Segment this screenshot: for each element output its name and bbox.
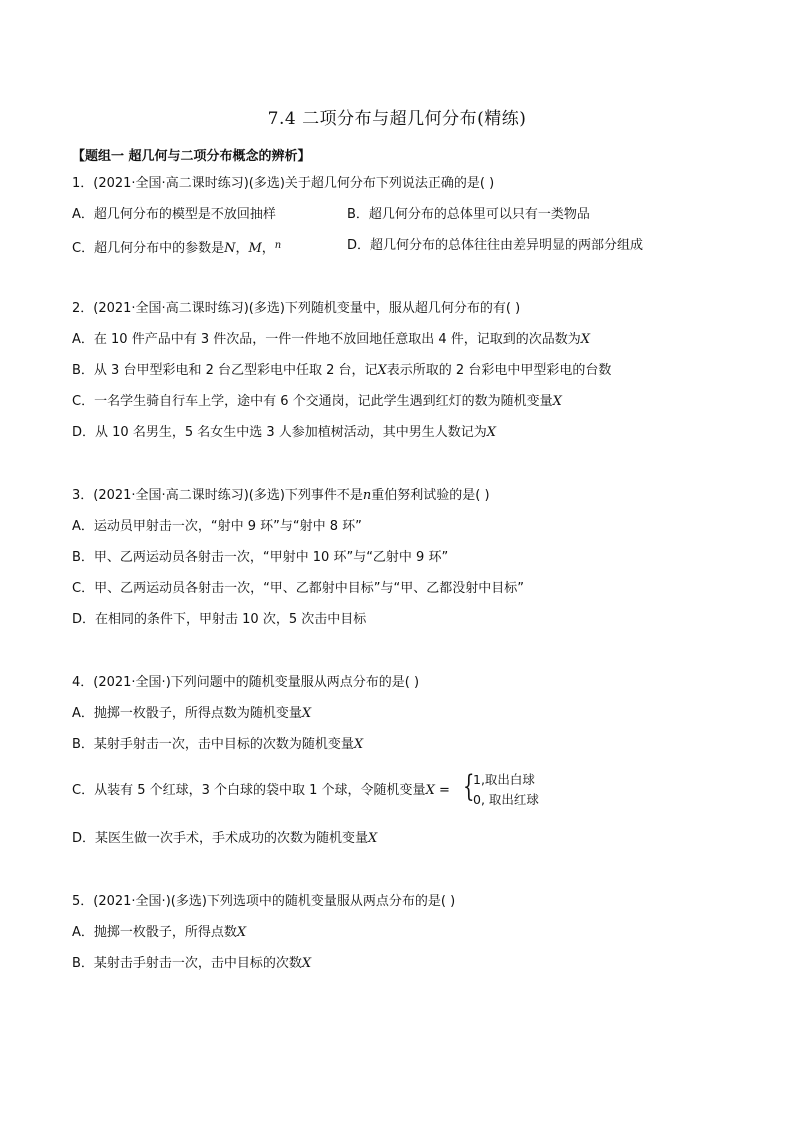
variable-X: X — [580, 332, 591, 347]
option-a-text: A．抛掷一枚骰子，所得点数 — [72, 925, 237, 940]
variable-n: n — [274, 240, 282, 251]
stem-text: 3．(2021·全国·高二课时练习)(多选)下列事件不是 — [72, 488, 363, 503]
variable-M: M — [248, 241, 262, 256]
question-4-option-a — [72, 705, 311, 723]
option-d-text: D．某医生做一次手术，手术成功的次数为随机变量 — [72, 831, 369, 846]
option-a-text: A．在 10 件产品中有 3 件次品，一件一件地不放回地任意取出 4 件，记取到的次品数为 — [72, 332, 581, 347]
question-2-stem: 2．(2021·全国·高二课时练习)(多选)下列随机变量中，服从超几何分布的有( ) — [72, 301, 521, 316]
question-5-option-a — [72, 924, 246, 942]
variable-X: X — [301, 956, 312, 971]
variable-X: X — [552, 394, 562, 409]
question-2-option-b — [72, 362, 611, 380]
question-4-stem: 4．(2021·全国·)下列问题中的随机变量服从两点分布的是( ) — [72, 675, 420, 690]
variable-X: X — [377, 363, 387, 378]
left-brace: { — [463, 769, 475, 804]
variable-X: X — [368, 831, 378, 846]
question-2-option-c — [72, 393, 562, 411]
case-white-ball: 1,取出白球 — [473, 772, 535, 787]
option-c-text: C．超几何分布中的参数是 — [72, 241, 225, 256]
option-b-text: B．某射手射击一次，击中目标的次数为随机变量 — [72, 737, 354, 752]
variable-N: N — [224, 241, 236, 256]
separator: ， — [261, 241, 275, 256]
question-2-option-a — [72, 331, 590, 349]
variable-X: X — [236, 925, 247, 940]
question-3-option-d: D．在相同的条件下，甲射击 10 次，5 次击中目标 — [72, 612, 367, 627]
question-1-option-b: B．超几何分布的总体里可以只有一类物品 — [347, 207, 590, 222]
option-a-text: A．抛掷一枚骰子，所得点数为随机变量 — [72, 706, 302, 721]
section-heading: 【题组一 超几何与二项分布概念的辨析】 — [72, 149, 311, 164]
option-d-text: D．从 10 名男生，5 名女生中选 3 人参加植树活动，其中男生人数记为 — [72, 425, 487, 440]
option-c-text: C．从装有 5 个红球，3 个白球的袋中取 1 个球，令随机变量 — [72, 783, 426, 798]
question-1-option-c — [72, 237, 281, 258]
variable-X: X — [353, 737, 364, 752]
piecewise-definition — [463, 770, 563, 810]
question-3-option-b: B．甲、乙两运动员各射击一次，“甲射中 10 环”与“乙射中 9 环” — [72, 550, 449, 565]
option-b-text: B．某射击手射击一次，击中目标的次数 — [72, 956, 302, 971]
question-5-option-b — [72, 955, 311, 973]
question-1-option-d: D．超几何分布的总体往往由差异明显的两部分组成 — [347, 238, 644, 253]
option-b-text-end: 表示所取的 2 台彩电中甲型彩电的台数 — [386, 363, 612, 378]
separator: ， — [235, 241, 249, 256]
question-3-option-a: A．运动员甲射击一次，“射中 9 环”与“射中 8 环” — [72, 519, 362, 534]
question-1-stem: 1．(2021·全国·高二课时练习)(多选)关于超几何分布下列说法正确的是( ) — [72, 176, 495, 191]
question-4-option-b — [72, 736, 363, 754]
page-title: 7.4 二项分布与超几何分布(精练) — [267, 109, 527, 129]
question-4-option-c — [72, 782, 450, 800]
question-1-option-a: A．超几何分布的模型是不放回抽样 — [72, 207, 276, 222]
option-b-text: B．从 3 台甲型彩电和 2 台乙型彩电中任取 2 台，记 — [72, 363, 378, 378]
stem-text-end: 重伯努利试验的是( ) — [371, 488, 490, 503]
equals-sign: = — [438, 783, 450, 798]
option-c-text: C．一名学生骑自行车上学，途中有 6 个交通岗，记此学生遇到红灯的数为随机变量 — [72, 394, 553, 409]
question-4-option-d — [72, 830, 377, 848]
case-red-ball: 0, 取出红球 — [473, 792, 539, 807]
question-3-option-c: C．甲、乙两运动员各射击一次，“甲、乙都射中目标”与“甲、乙都没射中目标” — [72, 581, 525, 596]
question-3-stem — [72, 487, 490, 505]
variable-X: X — [425, 783, 435, 798]
variable-n: n — [362, 488, 372, 503]
question-2-option-d — [72, 424, 496, 442]
variable-X: X — [301, 706, 312, 721]
question-5-stem: 5．(2021·全国·)(多选)下列选项中的随机变量服从两点分布的是( ) — [72, 894, 456, 909]
variable-X: X — [486, 425, 497, 440]
